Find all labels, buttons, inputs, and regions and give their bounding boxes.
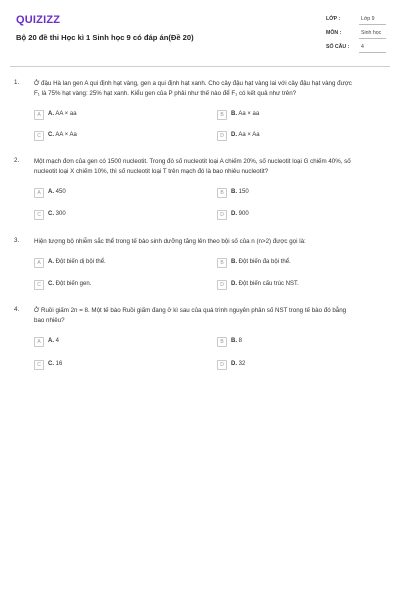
meta-value: Lớp 9 (361, 16, 375, 22)
meta-value: 4 (361, 44, 364, 50)
meta-underline (359, 52, 386, 53)
option-box[interactable]: C (34, 131, 44, 141)
option-text: 16 (55, 360, 63, 367)
question-line: Ở đậu Hà lan gen A qui định hạt vàng, gen a qui định hạt xanh. Cho cây đậu hạt vàng lai với cây đậu hạt vàng được (34, 80, 352, 87)
option-text: 450 (55, 188, 66, 195)
option-text: 32 (238, 360, 246, 367)
question-line: bao nhiêu? (34, 317, 65, 324)
question-text (34, 237, 390, 247)
option-text: 4 (55, 337, 60, 344)
option-box[interactable]: C (34, 280, 44, 290)
option-letter: C. (48, 360, 54, 367)
question-line: Một mạch đơn của gen có 1500 nucleotit. Trong đó số nucleotit loại A chiếm 20%, số nucleotit loại G chiếm 40%, số (34, 158, 351, 165)
quizizz-logo: QUIZIZZ (16, 14, 61, 26)
option-letter: D. (231, 280, 237, 287)
header-divider (10, 66, 390, 67)
option-letter: D. (231, 210, 237, 217)
meta-label: MÔN : (326, 30, 342, 36)
meta-label: LỚP : (326, 16, 341, 22)
question-text (34, 157, 390, 177)
option-box[interactable]: B (217, 258, 227, 268)
option-letter: C. (48, 280, 54, 287)
option-letter: A. (48, 110, 54, 117)
option-box[interactable]: D (217, 210, 227, 220)
question-number: 4. (14, 306, 20, 313)
option-box[interactable]: C (34, 360, 44, 370)
option-letter: D. (231, 360, 237, 367)
option-letter: B. (231, 337, 237, 344)
option-box[interactable]: A (34, 258, 44, 268)
option-text: Đột biến cấu trúc NST. (238, 280, 299, 287)
option-text: Aa × aa (238, 110, 260, 117)
option-letter: B. (231, 258, 237, 265)
option-box[interactable]: C (34, 210, 44, 220)
option-box[interactable]: A (34, 337, 44, 347)
meta-label: SỐ CÂU : (326, 44, 350, 50)
meta-row-count (326, 44, 386, 58)
option-text: 900 (238, 210, 249, 217)
question-text (34, 306, 390, 326)
question-line: Hiện tượng bộ nhiễm sắc thể trong tế bào sinh dưỡng tăng lên theo bội số của n (n>2) được gọi là: (34, 238, 306, 245)
question-text (34, 79, 390, 99)
option-letter: D. (231, 131, 237, 138)
option-box[interactable]: D (217, 360, 227, 370)
option-letter: A. (48, 258, 54, 265)
option-text: Đột biến đa bội thể. (238, 258, 291, 265)
option-letter: B. (231, 188, 237, 195)
option-letter: A. (48, 188, 54, 195)
meta-panel (326, 16, 386, 58)
option-box[interactable]: B (217, 188, 227, 198)
meta-underline (359, 24, 386, 25)
option-letter: C. (48, 210, 54, 217)
page-title: Bộ 20 đề thi Học kì 1 Sinh học 9 có đáp án(Đề 20) (16, 33, 194, 42)
option-text: Đột biến dị bội thể. (55, 258, 106, 265)
option-letter: B. (231, 110, 237, 117)
option-text: Aa × Aa (238, 131, 260, 138)
option-text: 300 (55, 210, 66, 217)
question-number: 3. (14, 237, 20, 244)
meta-row-subject (326, 30, 386, 44)
option-letter: C. (48, 131, 54, 138)
meta-row-class (326, 16, 386, 30)
question-line: F₁ là 75% hạt vàng: 25% hạt xanh. Kiểu gen của P phải như thế nào để F₁ có kết quả như trên? (34, 90, 297, 97)
option-box[interactable]: D (217, 280, 227, 290)
meta-value: Sinh học (361, 30, 382, 36)
option-text: 150 (238, 188, 249, 195)
question-number: 2. (14, 157, 20, 164)
question-number: 1. (14, 79, 20, 86)
option-box[interactable]: B (217, 337, 227, 347)
option-box[interactable]: A (34, 110, 44, 120)
question-line: nucleotit loại X chiếm 10%, thì số nucleotit loại T trên mạch đó là bao nhiêu nucleotit? (34, 168, 269, 175)
option-box[interactable]: B (217, 110, 227, 120)
question-line: Ở Ruồi giấm 2n = 8. Một tế bào Ruồi giấm đang ở kì sau của quá trình nguyên phân số NST trong tế bào đó bằng (34, 307, 347, 314)
option-text: AA × Aa (55, 131, 77, 138)
option-letter: A. (48, 337, 54, 344)
meta-underline (359, 38, 386, 39)
option-text: AA × aa (55, 110, 77, 117)
option-text: Đột biến gen. (55, 280, 92, 287)
option-box[interactable]: A (34, 188, 44, 198)
option-text: 8 (238, 337, 243, 344)
option-box[interactable]: D (217, 131, 227, 141)
